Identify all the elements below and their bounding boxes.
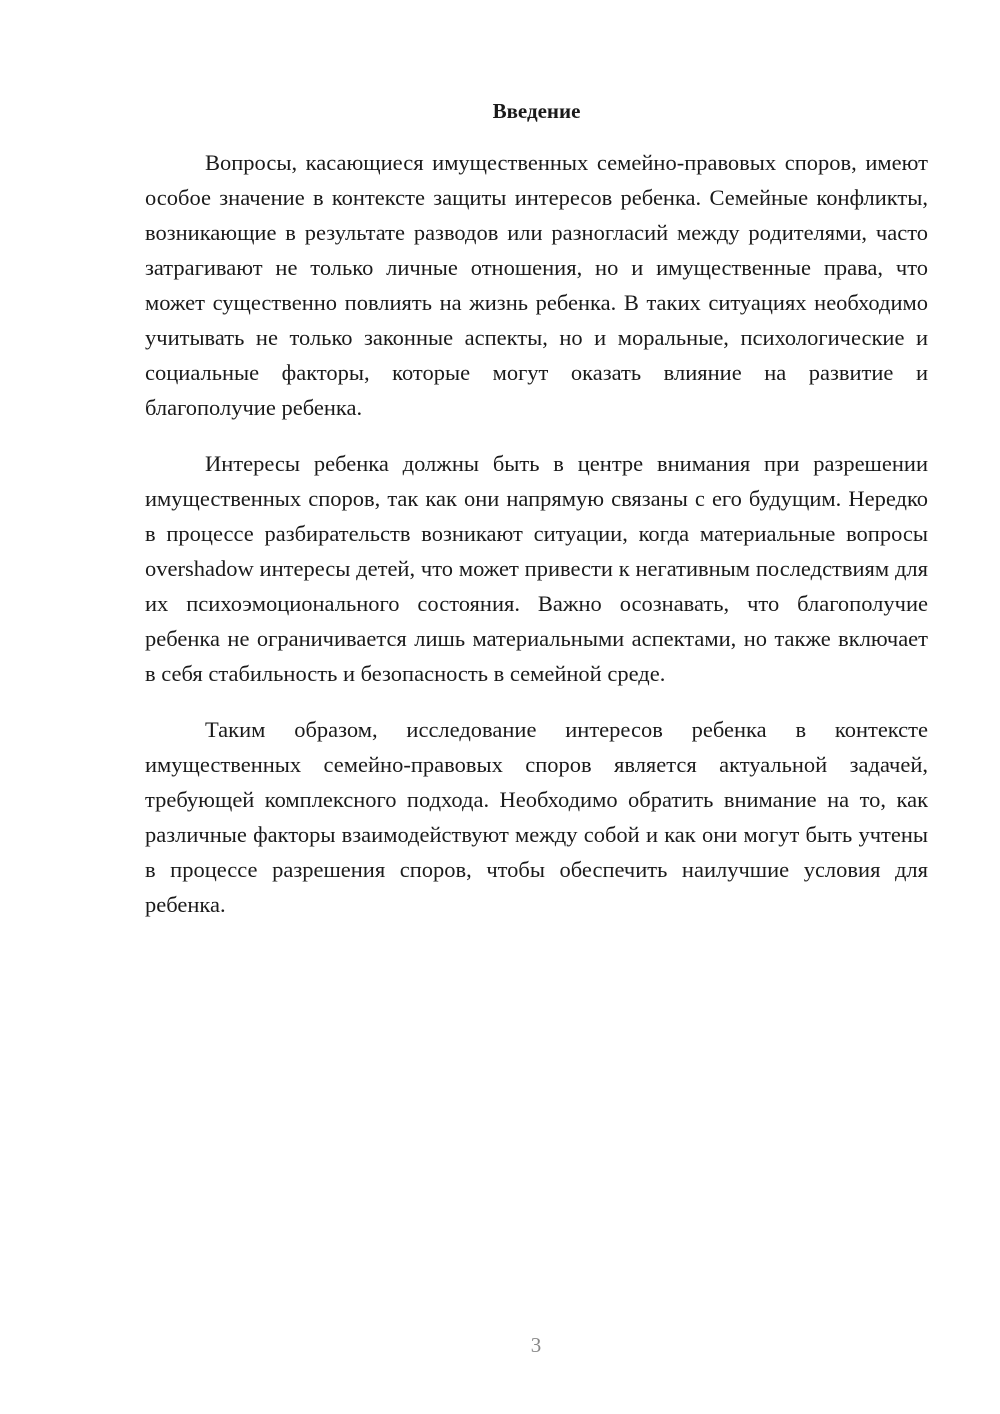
page-number: 3 <box>530 1333 542 1357</box>
paragraph-3: Таким образом, исследование интересов ребенка в контексте имущественных семейно-правовых споров является актуальной задачей, требующей комплексного подхода. Необходимо обратить внимание на то, как различные факторы взаимодействуют между собой и как они могут быть учтены в процессе разрешения споров, чтобы обеспечить наилучшие условия для ребенка. <box>145 717 928 917</box>
paragraph-2: Интересы ребенка должны быть в центре внимания при разрешении имущественных споров, так как они напрямую связаны с его будущим. Нередко в процессе разбирательств возникают ситуации, когда материальные вопросы overshadow интересы детей, что может привести к негативным последствиям для их психоэмоционального состояния. Важно осознавать, что благополучие ребенка не ограничивается лишь материальными аспектами, но также включает в себя стабильность и безопасность в семейной среде. <box>145 451 928 686</box>
section-heading: Введение <box>492 99 581 123</box>
document-body <box>145 145 928 943</box>
paragraph-1: Вопросы, касающиеся имущественных семейно-правовых споров, имеют особое значение в контексте защиты интересов ребенка. Семейные конфликты, возникающие в результате разводов или разногласий между родителями, часто затрагивают не только личные отношения, но и имущественные права, что может существенно повлиять на жизнь ребенка. В таких ситуациях необходимо учитывать не только законные аспекты, но и моральные, психологические и социальные факторы, которые могут оказать влияние на развитие и благополучие ребенка. <box>145 150 928 420</box>
